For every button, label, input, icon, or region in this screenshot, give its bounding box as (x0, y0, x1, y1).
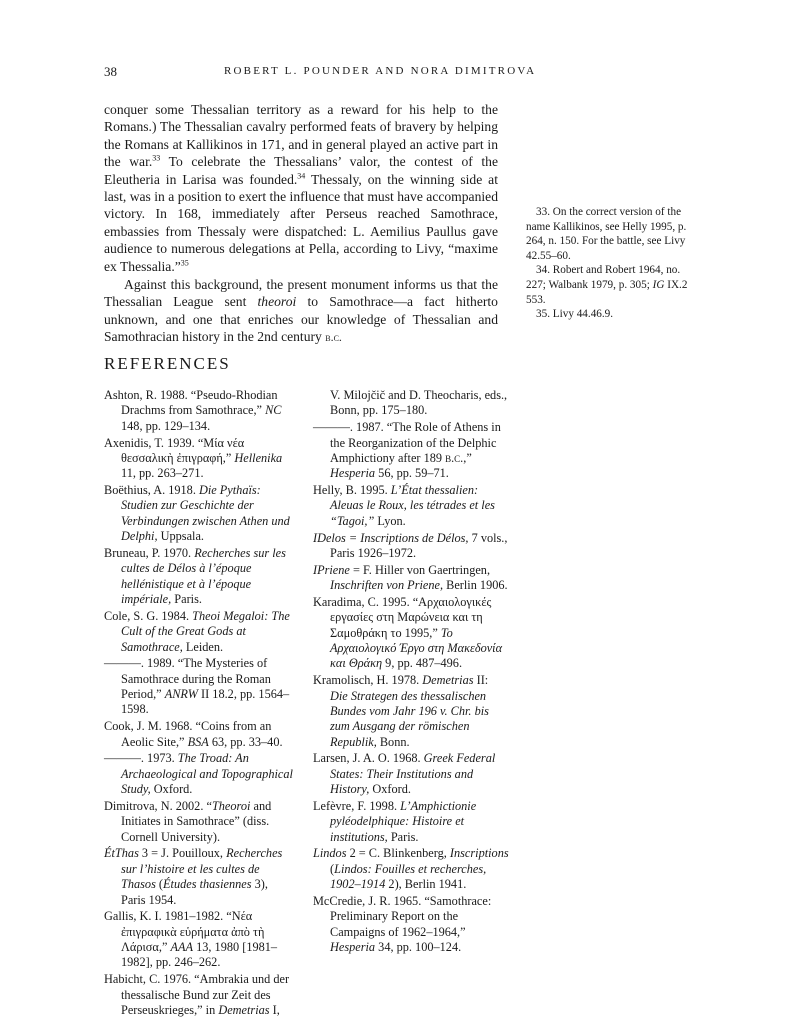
reference-continuation: V. Milojčič and D. Theocharis, eds., Bonn, pp. 175–180. (330, 388, 508, 418)
footnote-ref-35[interactable]: 35 (180, 258, 189, 268)
text-span: Thessaly, on the winning side at last, was in a position to exert the influence that must have accompanied victory. In 168, immediately after Perseus reached Samothrace, embassies from Thessaly were dispatched: L. Aemilius Paullus gave audience to numerous delegations at Pella, according to Livy, “maxime ex Thessalia.” (104, 171, 498, 274)
reference-entry: ———. 1973. The Troad: An Archaeological and Topographical Study, Oxford. (104, 751, 293, 797)
reference-entry: Bruneau, P. 1970. Recherches sur les cultes de Délos à l’époque hellénistique et à l’époque impériale, Paris. (104, 545, 286, 606)
page-number: 38 (104, 64, 117, 79)
footnote-33: 33. On the correct version of the name Kallikinos, see Helly 1995, p. 264, n. 150. For the battle, see Livy 42.55–60. (526, 206, 687, 262)
text-span: IX.2 553. (526, 278, 688, 306)
era-abbrev: b.c. (325, 330, 342, 345)
reference-entry: Dimitrova, N. 2002. “Theoroi and Initiates in Samothrace” (diss. Cornell University). (104, 798, 272, 844)
footnote-34 (526, 263, 696, 307)
reference-entry: Kramolisch, H. 1978. Demetrias II: Die Strategen des thessalischen Bundes vom Jahr 196 v. Chr. bis zum Ausgang der römischen Republik, Bonn. (313, 673, 489, 749)
text-span: 34. Robert and Robert 1964, no. 227; Walbank 1979, p. 305; (526, 264, 681, 291)
reference-entry: Lefèvre, F. 1998. L’Amphictionie pyléodelphique: Histoire et institutions, Paris. (313, 798, 477, 844)
reference-entry: Gallis, K. I. 1981–1982. “Νέα ἐπιγραφικὰ εὑρήματα ἀπὸ τὴ Λάρισα,” AAA 13, 1980 [1981–1982], pp. 246–262. (104, 909, 278, 970)
text-span: To celebrate the Thessalians’ valor, the contest of the Eleutheria in Larisa was founded. (104, 154, 498, 187)
reference-entry: ÉtThas 3 = J. Pouilloux, Recherches sur l’histoire et les cultes de Thasos (Études thasiennes 3), Paris 1954. (104, 846, 283, 907)
reference-entry: Cole, S. G. 1984. Theoi Megaloi: The Cult of the Great Gods at Samothrace, Leiden. (104, 608, 290, 654)
reference-entry: McCredie, J. R. 1965. “Samothrace: Preliminary Report on the Campaigns of 1962–1964,” Hesperia 34, pp. 100–124. (313, 894, 492, 955)
italic-term: IG (652, 278, 665, 291)
reference-entry: Habicht, C. 1976. “Ambrakia und der thessalische Bund zur Zeit des Perseuskrieges,” in Demetrias I, (104, 972, 290, 1017)
reference-entry: IDelos = Inscriptions de Délos, 7 vols., Paris 1926–1972. (313, 530, 508, 560)
references-heading: REFERENCES (104, 354, 231, 373)
text-span: conquer some Thessalian territory as a reward for his help to the Romans.) The Thessalian cavalry performed feats of bravery by helping the Romans at Kallikinos in 171, and in general played an active part in the war. (104, 102, 498, 170)
footnote-35: 35. Livy 44.46.9. (536, 308, 614, 321)
reference-entry: Boëthius, A. 1918. Die Pythaïs: Studien zur Geschichte der Verbindungen zwischen Athen und Delphi, Uppsala. (104, 483, 290, 544)
reference-entry: Axenidis, T. 1939. “Μία νέα θεσσαλικὴ ἐπιγραφή,” Hellenika 11, pp. 263–271. (104, 435, 283, 481)
reference-entry: Lindos 2 = C. Blinkenberg, Inscriptions (Lindos: Fouilles et recherches, 1902–1914 2), Berlin 1941. (313, 846, 509, 892)
reference-entry: Karadima, C. 1995. “Αρχαιολογικές εργασίες στη Μαρώνεια και τη Σαμοθράκη το 1995,” Το Αρχαιολογικό Έργο στη Μακεδονία και Θράκη 9, pp. 487–496. (313, 594, 503, 671)
reference-entry: IPriene = F. Hiller von Gaertringen, Inschriften von Priene, Berlin 1906. (313, 562, 508, 593)
page-header (104, 64, 700, 82)
text-span: Against this background, the present monument informs us that the Thessalian League sent (104, 277, 498, 310)
reference-entry: Helly, B. 1995. L’État thessalien: Aleuas le Roux, les tétrades et les “Tagoi,” Lyon. (313, 483, 495, 528)
footnote-ref-33[interactable]: 33 (152, 153, 161, 163)
footnote-ref-34[interactable]: 34 (297, 171, 306, 181)
reference-entry: Cook, J. M. 1968. “Coins from an Aeolic Site,” BSA 63, pp. 33–40. (104, 719, 283, 749)
footnotes (526, 205, 696, 322)
body-text (104, 101, 498, 347)
running-head: ROBERT L. POUNDER AND NORA DIMITROVA (224, 65, 537, 77)
reference-entry: ———. 1987. “The Role of Athens in the Reorganization of the Delphic Amphictiony after 189 b.c.,” Hesperia 56, pp. 59–71. (313, 420, 501, 481)
reference-entry: Larsen, J. A. O. 1968. Greek Federal States: Their Institutions and History, Oxford. (313, 751, 496, 797)
paragraph-1 (104, 101, 498, 275)
italic-term: theoroi (257, 294, 297, 310)
reference-entry: ———. 1989. “The Mysteries of Samothrace during the Roman Period,” ANRW II 18.2, pp. 1564–1598. (104, 656, 290, 717)
references-column-right (313, 388, 509, 955)
reference-entry: Ashton, R. 1988. “Pseudo-Rhodian Drachms from Samothrace,” NC 148, pp. 129–134. (104, 388, 282, 433)
references-column-left (104, 388, 294, 1018)
paragraph-2 (104, 276, 498, 347)
text-span: to Samothrace—a fact hitherto unknown, and one that enriches our knowledge of Thessalian and Samothracian history in the 2nd century (104, 294, 498, 345)
